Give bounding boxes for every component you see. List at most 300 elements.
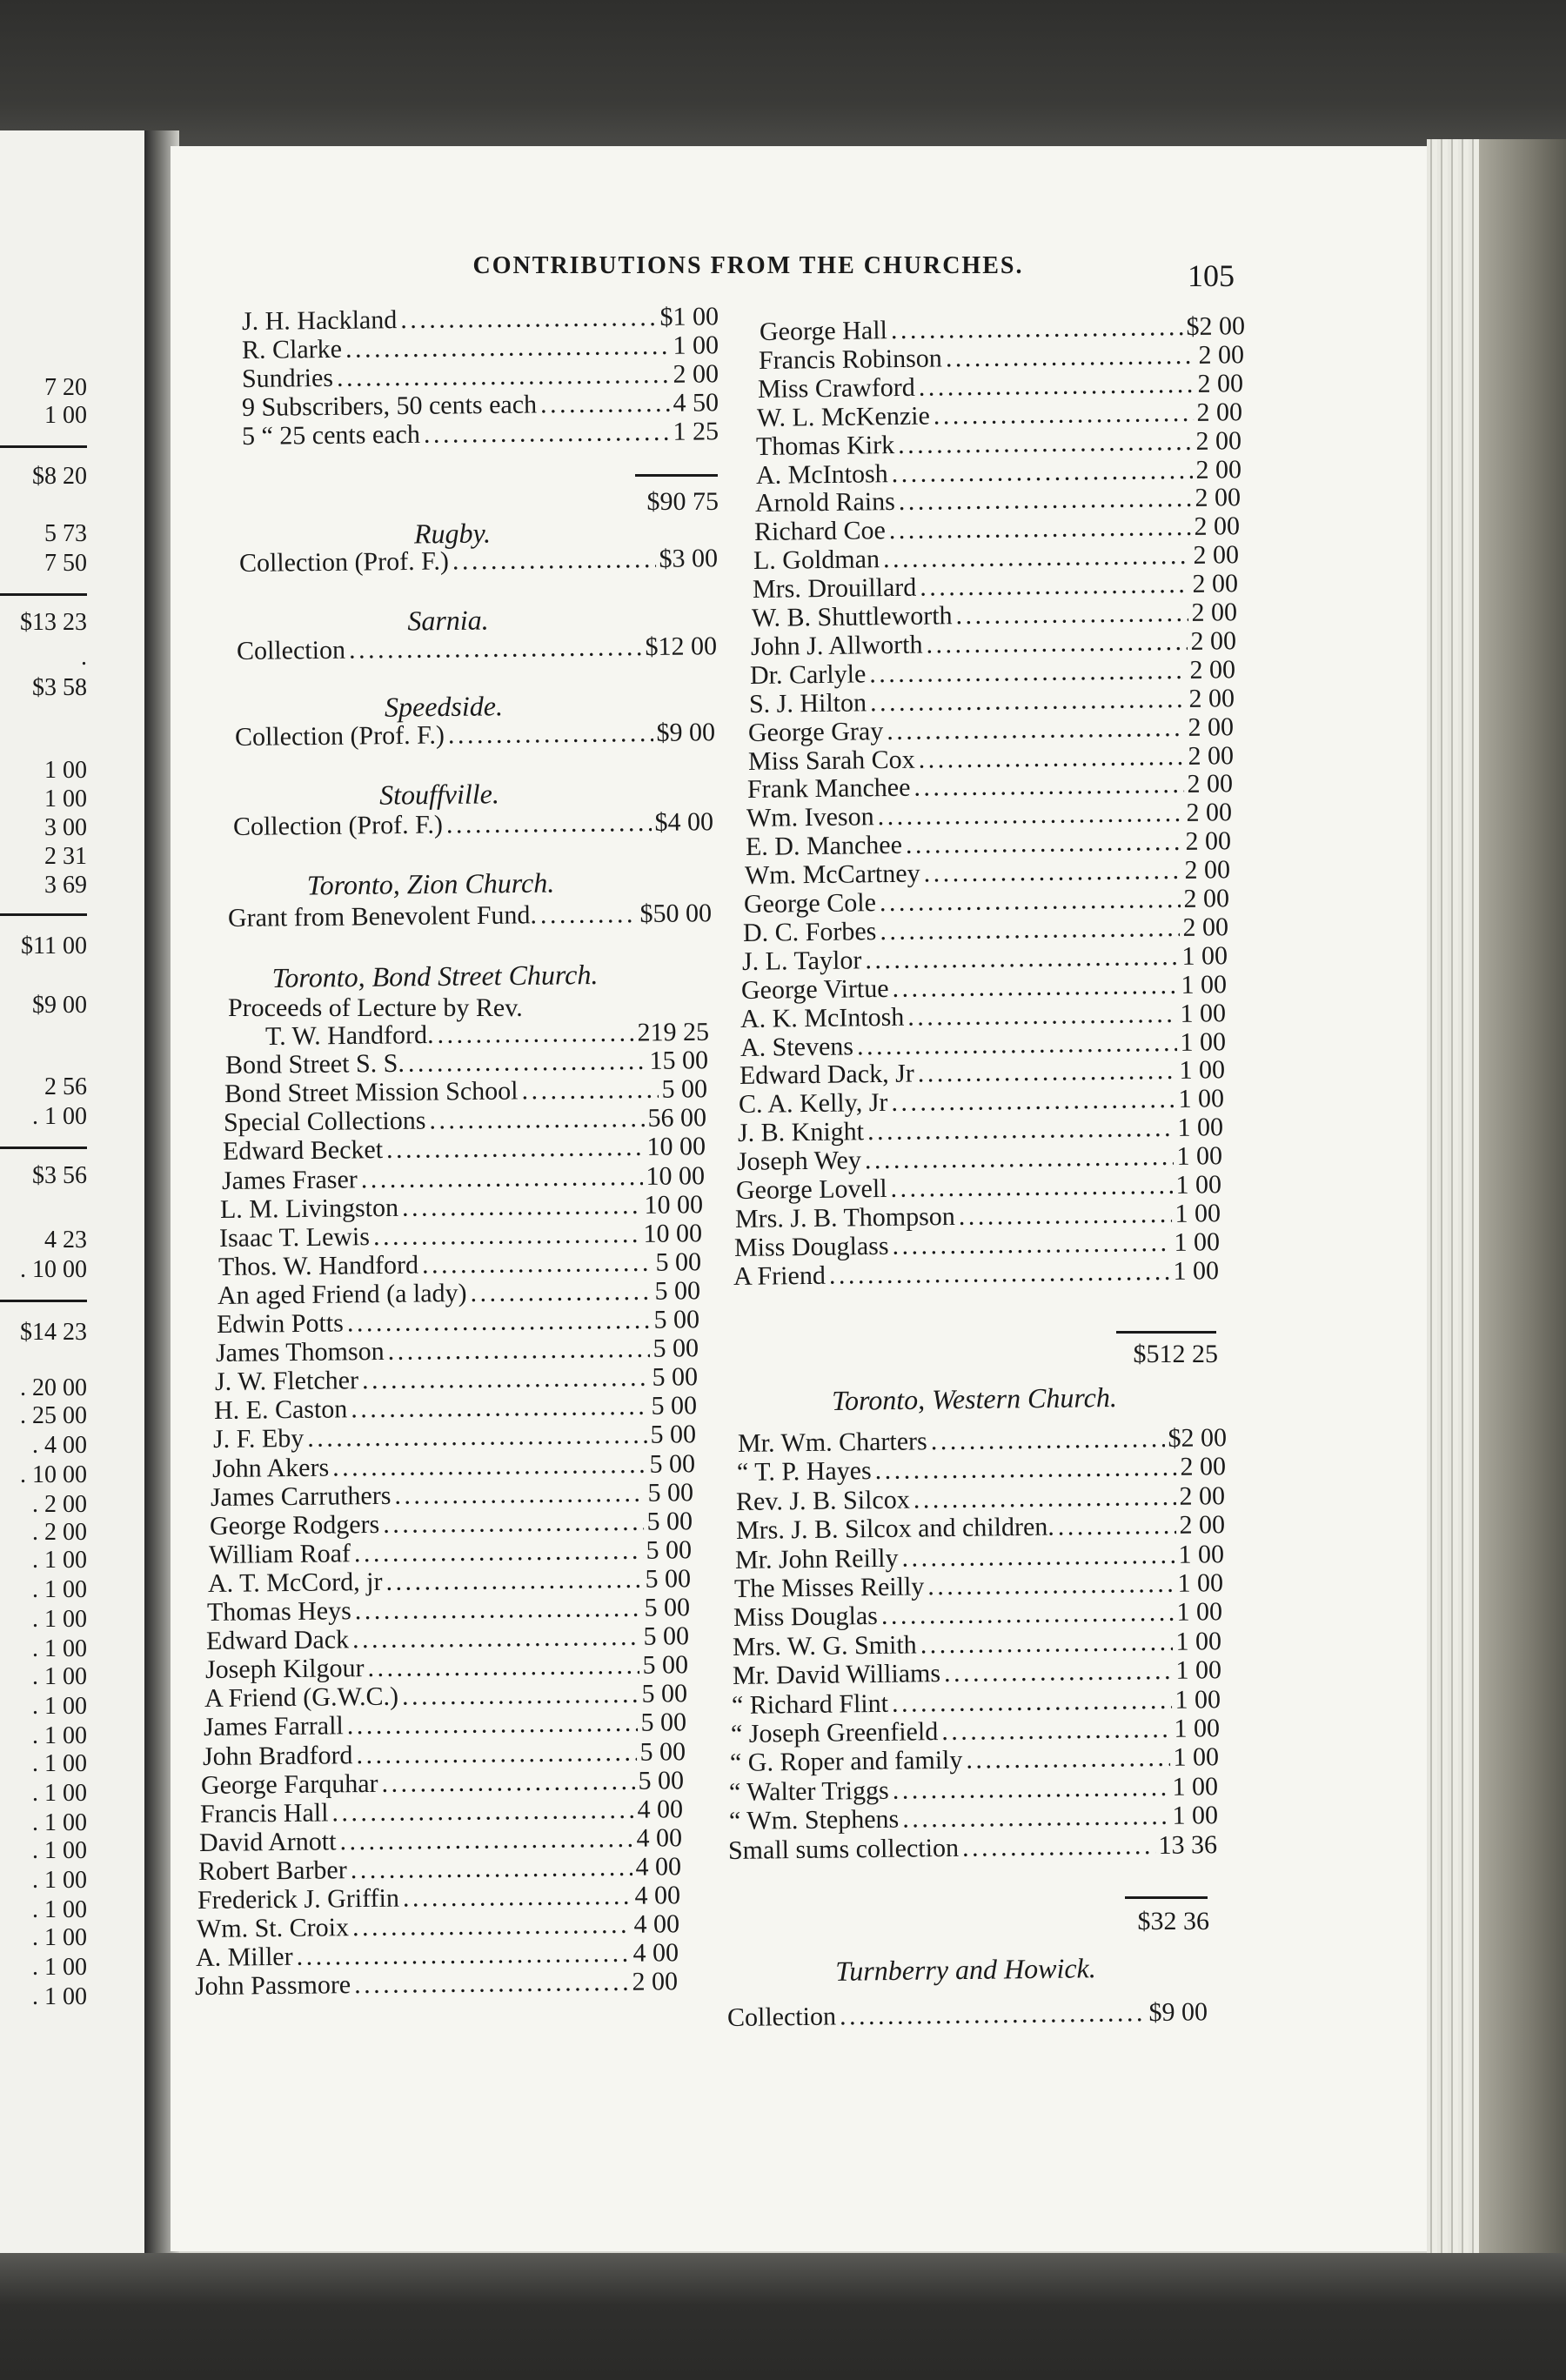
amount: $2 00 [1168,1423,1228,1453]
amount: 1 00 [1178,1539,1224,1569]
page-edges-shadow [1479,139,1566,2262]
leader-dots [880,886,1181,917]
running-head: CONTRIBUTIONS FROM THE CHURCHES. [472,252,1024,279]
amount: 2 00 [1193,511,1240,542]
contributor-name: George Virtue [741,973,890,1005]
amount: 10 00 [646,1132,706,1162]
leader-dots [883,542,1190,573]
amount: 5 00 [647,1477,694,1508]
leader-dots [840,1999,1146,2030]
leader-dots [906,828,1182,859]
ledger-entry [217,1306,699,1339]
section-total: $32 36 [1137,1907,1209,1935]
ledger-entry [199,1824,682,1857]
previous-page-amount: . 10 00 [20,1256,87,1283]
amount: 2 00 [1189,654,1236,685]
previous-page-amount: . 1 00 [32,1606,87,1633]
leader-dots [470,1278,651,1307]
ledger-entry [205,1651,688,1684]
previous-page-amount: $11 00 [21,933,87,959]
contributor-name: A. Miller [195,1942,293,1973]
previous-page-amount: . 1 00 [32,1663,87,1690]
contributor-name: George Rodgers [210,1509,380,1541]
contributor-name: Mr. John Reilly [734,1543,899,1574]
contributor-name: Wm. Iveson [746,802,874,833]
amount: 56 00 [646,1103,706,1133]
contributor-name: “ G. Roper and family [729,1746,963,1778]
contributor-name: W. B. Shuttleworth [751,601,953,632]
ledger-entry [212,1421,695,1454]
previous-page-amount: . 20 00 [20,1374,87,1401]
amount: 5 00 [655,1247,702,1277]
ledger-entry [211,1450,694,1483]
ledger-entry [729,1773,1218,1807]
amount: $4 00 [654,807,714,837]
leader-dots [869,657,1187,688]
leader-dots [891,456,1192,487]
leader-dots [422,1249,652,1280]
ledger-entry [736,1171,1221,1205]
previous-page-amount: . 1 00 [32,1547,87,1574]
leader-dots [386,1133,644,1164]
previous-page-amount: . 1 00 [32,1896,87,1923]
amount: 1 00 [1174,1655,1221,1685]
previous-page-rule [0,445,87,448]
ledger-entry [219,1220,702,1253]
previous-page-amount: . 2 00 [32,1491,87,1518]
contributor-name: James Farrall [203,1711,344,1742]
leader-dots [865,943,1179,974]
ledger-entry [197,1882,680,1915]
leader-dots [452,545,656,575]
ledger-entry [239,545,718,578]
contributor-name: William Roaf [209,1539,351,1569]
leader-dots [927,1570,1174,1601]
amount: 5 00 [644,1593,691,1622]
ledger-entry [242,303,719,336]
leader-dots [856,1028,1176,1060]
previous-page-amount: . 1 00 [32,1867,87,1894]
section-heading: Rugby. [413,517,492,550]
contributor-name: A. Stevens [740,1031,853,1062]
amount: 4 00 [636,1822,683,1853]
amount: 1 00 [1177,1084,1224,1114]
amount: 2 00 [1188,712,1235,742]
leader-dots [408,1047,646,1078]
ledger-entry [220,1191,703,1224]
leader-dots [352,1911,631,1942]
contributor-name: “ Walter Triggs [729,1775,890,1807]
amount: 2 00 [1188,683,1235,713]
section-total: $512 25 [1133,1340,1218,1368]
contributor-name: L. M. Livingston [220,1193,399,1224]
leader-dots [923,857,1181,888]
leader-dots [355,1594,641,1625]
amount: 2 00 [1193,540,1239,571]
contributor-name: J. F. Eby [212,1424,304,1454]
leader-dots [891,313,1183,344]
ledger-entry [242,331,719,364]
leader-dots [920,1628,1173,1660]
ledger-entry [757,398,1242,432]
contributor-name: Thomas Heys [206,1596,351,1627]
amount: 219 25 [637,1017,710,1047]
amount: 5 00 [649,1420,696,1450]
contributor-name: Collection [726,2002,837,2032]
amount: 2 00 [1179,1481,1226,1511]
contributor-name: S. J. Hilton [749,688,867,719]
contributor-name: Small sums collection [727,1833,959,1865]
leader-dots [893,1774,1169,1805]
amount: 5 00 [652,1362,698,1392]
amount: 2 00 [1178,1510,1225,1540]
contributor-name: Collection [236,635,346,665]
contributor-name: J. W. Fletcher [214,1366,358,1397]
previous-page-amount: . 4 00 [32,1432,87,1459]
section-heading: Toronto, Western Church. [831,1381,1118,1417]
amount: 2 00 [1185,798,1232,828]
ledger-entry [242,360,719,393]
amount: 1 00 [673,331,719,360]
amount: 1 00 [1174,1199,1221,1228]
amount: 2 00 [1184,855,1231,885]
contributor-name: Richard Coe [753,516,886,547]
amount: 13 36 [1158,1829,1217,1860]
ledger-entry [735,1541,1224,1574]
amount: $1 00 [659,302,719,331]
amount: 5 00 [638,1765,685,1795]
contributor-name: James Fraser [221,1164,358,1195]
ledger-entry [242,418,719,451]
contributor-name: Francis Hall [200,1798,329,1828]
ledger-entry [221,1162,704,1195]
leader-dots [395,1479,645,1509]
ledger-entry [224,1075,707,1108]
previous-page-amount: . 1 00 [32,1722,87,1749]
leader-dots [934,399,1194,431]
contributor-name: H. E. Caston [213,1394,348,1426]
contributor-name: Mrs. Drouillard [752,572,917,605]
amount: 2 00 [1187,740,1234,771]
amount: 4 50 [673,388,719,418]
amount: 1 00 [1177,1113,1223,1143]
contributor-name: L. Goldman [753,545,880,576]
previous-page-rule [0,1147,87,1149]
contributor-name: A. T. McCord, jr [207,1567,383,1598]
contributor-name: Mrs. J. B. Silcox and children. [735,1512,1054,1546]
amount: 10 00 [643,1218,703,1248]
amount: 5 00 [639,1736,686,1767]
amount: $2 00 [1186,311,1246,342]
leader-dots [540,900,637,929]
contributor-name: Miss Douglas [733,1601,879,1633]
leader-dots [898,485,1191,516]
contributor-name: A Friend (G.W.C.) [204,1681,398,1714]
amount: $9 00 [1148,1997,1208,2028]
leader-dots [382,1767,635,1797]
contributor-name: George Lovell [735,1173,887,1205]
leader-dots [867,1114,1174,1146]
ledger-entry [211,1479,693,1512]
leader-dots [919,371,1195,402]
contributor-name: 9 Subscribers, 50 cents each [241,390,538,422]
contributor-name: Arnold Rains [754,487,895,518]
amount: 10 00 [644,1189,704,1220]
ledger-entry [741,971,1227,1005]
leader-dots [402,1681,639,1711]
amount: 1 00 [1177,1568,1224,1598]
amount: 1 00 [1171,1801,1218,1830]
ledger-entry [733,1257,1219,1291]
amount: $9 00 [656,718,716,747]
ledger-entry [758,370,1243,404]
previous-page-rule [0,913,87,916]
previous-page-amount: 2 31 [44,843,87,870]
ledger-entry [740,999,1226,1033]
contributor-name: Joseph Kilgour [204,1654,365,1685]
contributor-name: James Carruthers [211,1481,392,1512]
amount: 1 00 [1178,1055,1225,1086]
ledger-entry [744,885,1229,919]
amount: 2 00 [631,1967,678,1997]
leader-dots [908,999,1178,1031]
contributor-name: A Friend [733,1260,826,1291]
contributor-name: Francis Robinson [758,344,943,375]
ledger-entry [265,1019,709,1051]
amount: 1 25 [673,417,719,446]
contributor-name: Edward Dack, Jr [739,1059,914,1091]
contributor-name: Collection (Prof. F.) [238,546,450,578]
leader-dots [373,1220,640,1251]
amount: 4 00 [633,1909,680,1939]
ledger-entry [743,913,1228,947]
contributor-name: J. B. Knight [737,1117,865,1148]
amount: 2 00 [1194,483,1241,513]
section-heading: Turnberry and Howick. [835,1952,1096,1987]
amount: 2 00 [1197,368,1244,398]
ledger-entry [214,1392,697,1425]
contributor-name: A. McIntosh [755,458,888,490]
section-heading: Toronto, Bond Street Church. [271,959,599,993]
leader-dots [898,427,1193,458]
contributor-name: Edward Dack [205,1625,350,1656]
leader-dots [352,1623,640,1654]
ledger-entry [727,1998,1208,2032]
leader-dots [880,914,1180,946]
contributor-name: Edward Becket [222,1135,383,1167]
leader-dots [362,1364,649,1394]
ledger-entry [222,1133,705,1167]
previous-page-amount: $3 56 [32,1162,87,1189]
leader-dots [403,1882,632,1913]
amount: 15 00 [649,1046,709,1075]
previous-page-amount: . [81,644,87,671]
previous-page-amount: $3 58 [32,674,87,701]
contributor-name: J. L. Taylor [741,946,862,976]
leader-dots [959,1200,1172,1231]
ledger-entry [759,341,1244,375]
previous-page-amount: $14 23 [20,1319,87,1346]
section-heading: Speedside. [384,690,504,723]
ledger-entry [201,1767,684,1800]
leader-dots [893,1229,1171,1260]
section-heading: Sarnia. [407,604,489,637]
page-number: 105 [1188,258,1235,293]
amount: 1 00 [1175,1626,1222,1656]
amount: 2 00 [1182,913,1229,942]
ledger-entry [752,598,1237,632]
ledger-entry [197,1910,679,1943]
contributor-name: “ Wm. Stephens [728,1804,900,1836]
amount: 10 00 [645,1160,705,1191]
amount: 4 00 [635,1852,682,1882]
amount: 5 00 [654,1276,701,1306]
contributor-name: J. H. Hackland [241,305,398,336]
leader-dots [446,809,652,839]
amount: 5 00 [646,1534,693,1565]
leader-dots [437,1020,633,1049]
amount: 1 00 [1175,1170,1222,1200]
contributor-name: James Thomson [215,1337,385,1368]
previous-page-amount: . 1 00 [32,1693,87,1720]
leader-dots [346,1709,637,1740]
contributor-name: 5 “ 25 cents each [241,419,421,451]
contributor-name: Special Collections [223,1106,426,1138]
contributor-name: Thos. W. Handford [218,1250,419,1281]
amount: 4 00 [632,1938,679,1968]
amount: 2 00 [1186,769,1233,799]
previous-page-amount: 7 20 [44,374,87,401]
amount: 2 00 [1196,397,1243,427]
leader-dots [540,390,670,419]
ledger-entry [225,1046,708,1080]
amount: 2 00 [1185,826,1231,857]
leader-dots [332,1795,634,1827]
ledger-entry [203,1709,686,1742]
contributor-name: A. K. McIntosh [740,1002,905,1033]
ledger-entry [235,719,715,752]
previous-page-amount: . 10 00 [20,1461,87,1488]
ledger-entry [742,942,1228,976]
ledger-entry [204,1680,687,1713]
previous-page-amount: . 1 00 [32,1635,87,1662]
leader-dots [901,1541,1174,1572]
leader-dots [385,1566,641,1596]
contributor-name: John Bradford [202,1740,353,1771]
amount: 5 00 [661,1074,707,1104]
previous-page-amount: . 1 00 [32,1780,87,1807]
previous-page-amount: 3 00 [44,814,87,841]
amount: 5 00 [650,1391,697,1421]
ledger-entry [751,627,1236,661]
previous-page-amount: . 1 00 [32,1576,87,1603]
amount: 1 00 [1176,1597,1223,1628]
previous-page-amount: 3 69 [44,872,87,899]
amount: $3 00 [659,544,719,573]
previous-page-amount: . 1 00 [32,1954,87,1981]
leader-dots [941,1715,1171,1746]
previous-page-amount: 1 00 [44,402,87,429]
ledger-entry [208,1565,691,1598]
contributor-name: Wm. McCartney [744,859,920,891]
leader-dots [888,513,1190,545]
amount: 4 00 [634,1881,681,1910]
ledger-entry [209,1536,692,1569]
ledger-entry [218,1277,700,1310]
leader-dots [383,1508,644,1538]
leader-dots [891,1086,1174,1117]
contributor-name: Mrs. J. B. Thompson [734,1201,956,1233]
leader-dots [914,771,1183,802]
ledger-entry [224,1104,706,1137]
leader-dots [1057,1512,1175,1541]
leader-dots [424,418,670,449]
contributor-name: The Misses Reilly [733,1572,925,1603]
contributor-name: David Arnott [199,1827,337,1857]
amount: 2 00 [1183,884,1230,913]
amount: 4 00 [637,1794,684,1824]
contributor-name: W. L. McKenzie [757,401,931,432]
previous-page-amount: . 1 00 [32,1837,87,1864]
contributor-name: Collection (Prof. F.) [232,810,444,841]
total-rule [635,474,718,477]
leader-dots [946,342,1195,372]
amount: 5 00 [646,1506,693,1536]
leader-dots [402,1192,641,1222]
leader-dots [448,719,653,749]
ledger-entry [728,1831,1217,1865]
previous-page-amount: . 2 00 [32,1519,87,1546]
contributor-name: John Akers [211,1453,329,1483]
previous-page-amount: 1 00 [44,757,87,784]
contributor-name: Isaac T. Lewis [219,1221,371,1253]
amount: 1 00 [1174,1684,1221,1715]
amount: 2 00 [1190,626,1237,656]
contributor-name: Edwin Potts [216,1308,345,1339]
ledger-entry [202,1738,685,1771]
amount: 1 00 [1173,1255,1220,1286]
leader-dots [917,1057,1175,1088]
leader-dots [865,1143,1174,1174]
ledger-entry [734,1228,1220,1262]
previous-page-amount: . 1 00 [32,1983,87,2010]
leader-dots [892,1686,1172,1717]
previous-page-amount: . 1 00 [32,1103,87,1130]
total-rule [1125,1896,1208,1899]
ledger-entry [196,1939,679,1972]
contributor-name: John J. Allworth [750,630,923,661]
leader-dots [400,304,657,334]
contributor-name: Mr. David Williams [732,1659,940,1691]
previous-page-amount: 2 56 [44,1073,87,1100]
section-total: $90 75 [646,487,719,516]
ledger-entry [733,1628,1221,1661]
ledger-entry [198,1853,681,1886]
leader-dots [870,685,1186,717]
ledger-entry [200,1795,683,1828]
leader-dots [351,1393,647,1424]
contributor-name: George Cole [743,888,877,919]
contributor-name: T. W. Handford. [264,1020,434,1051]
contributor-name: An aged Friend (a lady) [217,1278,467,1310]
contributor-name: C. A. Kelly, Jr [738,1088,888,1120]
leader-dots [354,1537,643,1568]
previous-page-amount: 4 23 [44,1227,87,1254]
amount: 2 00 [1192,569,1239,598]
leader-dots [962,1832,1155,1862]
leader-dots [914,1483,1176,1514]
contributor-name: Wm. St. Croix [196,1913,350,1944]
